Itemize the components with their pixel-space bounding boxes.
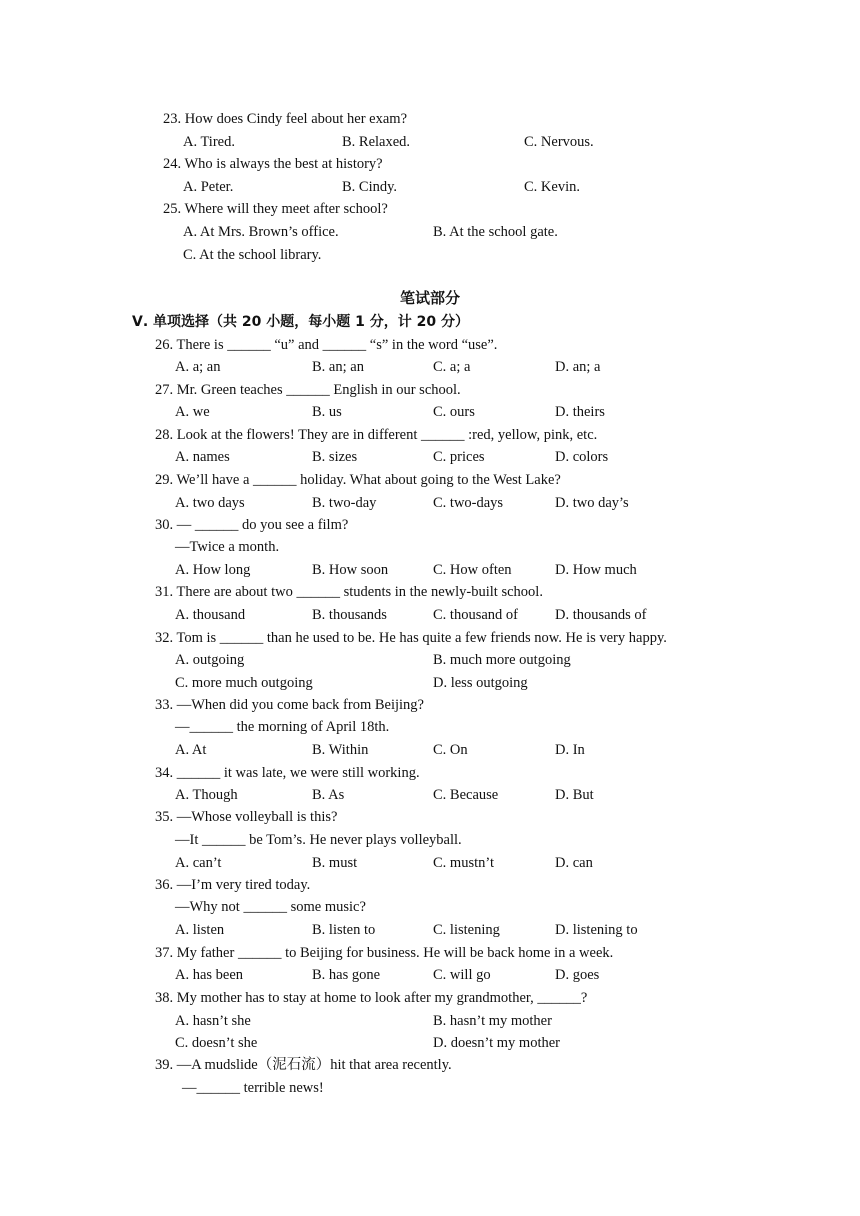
option-35-b: B. must (312, 855, 358, 871)
option-23-b: B. Relaxed. (342, 134, 411, 150)
option-37-b: B. has gone (312, 967, 381, 983)
option-32-d: D. less outgoing (433, 675, 528, 691)
option-26-a: A. a; an (175, 359, 221, 375)
option-35-a: A. can’t (175, 855, 222, 871)
option-29-b: B. two-day (312, 495, 377, 511)
option-23-c: C. Nervous. (524, 134, 594, 150)
written-part-title: 笔试部分 (399, 289, 460, 307)
question-30-reply: —Twice a month. (175, 539, 280, 555)
option-30-c: C. How often (433, 562, 512, 578)
option-26-b: B. an; an (312, 359, 364, 375)
question-34: 34. ______ it was late, we were still working. (155, 765, 420, 781)
option-24-b: B. Cindy. (342, 179, 398, 195)
section-title: Ⅴ. 单项选择（共 20 小题，每小题 1 分，计 20 分） (132, 314, 469, 330)
option-34-a: A. Though (175, 787, 238, 803)
option-34-b: B. As (312, 787, 345, 803)
option-36-c: C. listening (433, 922, 500, 938)
option-27-d: D. theirs (555, 404, 605, 420)
question-33: 33. —When did you come back from Beijing? (155, 697, 424, 713)
option-37-d: D. goes (555, 967, 600, 983)
question-26: 26. There is ______ “u” and ______ “s” in the word “use”. (155, 337, 498, 353)
question-33-reply: —______ the morning of April 18th. (175, 719, 390, 735)
option-29-a: A. two days (175, 495, 245, 511)
option-25-c: C. At the school library. (183, 247, 322, 263)
question-28: 28. Look at the flowers! They are in different ______ :red, yellow, pink, etc. (155, 427, 598, 443)
option-33-d: D. In (555, 742, 585, 758)
option-38-b: B. hasn’t my mother (433, 1013, 552, 1029)
option-32-a: A. outgoing (175, 652, 245, 668)
question-39-reply: —______ terrible news! (182, 1080, 324, 1096)
option-29-c: C. two-days (433, 495, 504, 511)
option-28-c: C. prices (433, 449, 485, 465)
option-30-a: A. How long (175, 562, 251, 578)
option-30-b: B. How soon (312, 562, 389, 578)
option-33-c: C. On (433, 742, 468, 758)
option-37-a: A. has been (175, 967, 244, 983)
question-23: 23. How does Cindy feel about her exam? (163, 111, 408, 127)
question-35-reply: —It ______ be Tom’s. He never plays volleyball. (175, 832, 462, 848)
option-32-b: B. much more outgoing (433, 652, 571, 668)
option-26-c: C. a; a (433, 359, 471, 375)
option-38-d: D. doesn’t my mother (433, 1035, 560, 1051)
option-28-a: A. names (175, 449, 230, 465)
option-33-a: A. At (175, 742, 207, 758)
option-38-c: C. doesn’t she (175, 1035, 258, 1051)
option-33-b: B. Within (312, 742, 369, 758)
question-35: 35. —Whose volleyball is this? (155, 809, 338, 825)
question-39: 39. —A mudslide（泥石流）hit that area recently. (155, 1057, 452, 1073)
question-38: 38. My mother has to stay at home to look after my grandmother, ______? (155, 990, 588, 1006)
option-27-a: A. we (175, 404, 210, 420)
question-29: 29. We’ll have a ______ holiday. What about going to the West Lake? (155, 472, 561, 488)
option-32-c: C. more much outgoing (175, 675, 313, 691)
option-36-b: B. listen to (312, 922, 376, 938)
option-31-d: D. thousands of (555, 607, 647, 623)
question-25: 25. Where will they meet after school? (163, 201, 388, 217)
question-30: 30. — ______ do you see a film? (155, 517, 349, 533)
option-29-d: D. two day’s (555, 495, 629, 511)
option-35-d: D. can (555, 855, 593, 871)
option-31-b: B. thousands (312, 607, 387, 623)
question-32: 32. Tom is ______ than he used to be. He has quite a few friends now. He is very happy. (155, 630, 667, 646)
option-31-c: C. thousand of (433, 607, 518, 623)
question-31: 31. There are about two ______ students in the newly-built school. (155, 584, 543, 600)
option-30-d: D. How much (555, 562, 637, 578)
option-36-d: D. listening to (555, 922, 638, 938)
option-24-a: A. Peter. (183, 179, 234, 195)
option-25-a: A. At Mrs. Brown’s office. (183, 224, 339, 240)
option-34-c: C. Because (433, 787, 499, 803)
option-27-c: C. ours (433, 404, 475, 420)
question-36: 36. —I’m very tired today. (155, 877, 311, 893)
option-28-d: D. colors (555, 449, 609, 465)
question-27: 27. Mr. Green teaches ______ English in our school. (155, 382, 461, 398)
option-37-c: C. will go (433, 967, 491, 983)
option-38-a: A. hasn’t she (175, 1013, 251, 1029)
option-25-b: B. At the school gate. (433, 224, 558, 240)
option-28-b: B. sizes (312, 449, 358, 465)
option-27-b: B. us (312, 404, 342, 420)
question-37: 37. My father ______ to Beijing for business. He will be back home in a week. (155, 945, 614, 961)
option-24-c: C. Kevin. (524, 179, 580, 195)
option-35-c: C. mustn’t (433, 855, 494, 871)
question-36-reply: —Why not ______ some music? (175, 899, 366, 915)
option-26-d: D. an; a (555, 359, 601, 375)
option-31-a: A. thousand (175, 607, 246, 623)
question-24: 24. Who is always the best at history? (163, 156, 383, 172)
option-36-a: A. listen (175, 922, 225, 938)
option-23-a: A. Tired. (183, 134, 235, 150)
option-34-d: D. But (555, 787, 594, 803)
